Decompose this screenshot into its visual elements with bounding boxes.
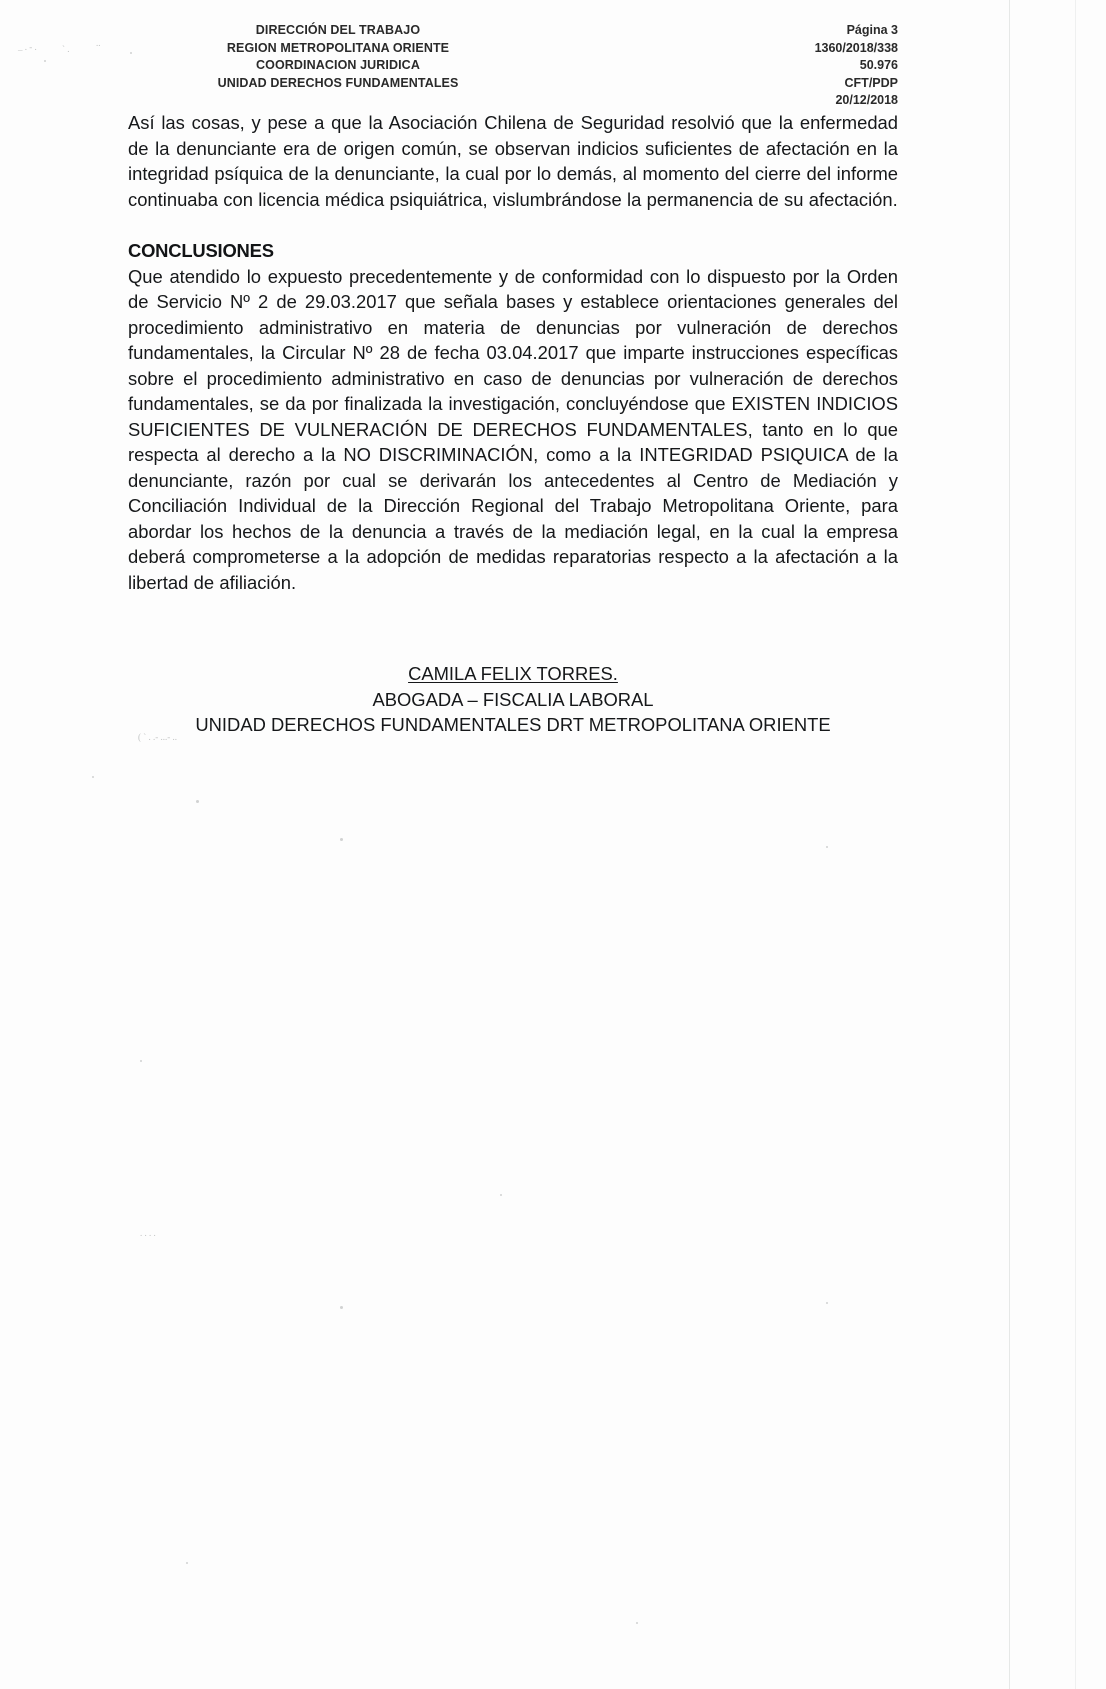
scan-artifact: [140, 1060, 142, 1062]
document-date: 20/12/2018: [835, 93, 898, 108]
scan-artifact: [92, 776, 94, 778]
document-reference-block: [658, 22, 898, 110]
paragraph-findings: Así las cosas, y pese a que la Asociación Chilena de Seguridad resolvió que la enfermedad de la denunciante era de origen común, se observan indicios suficientes de afectación en la integridad psíquica de la denunciante, la cual por lo demás, al momento del cierre del informe continuaba con licencia médica psiquiátrica, vislumbrándose la permanencia de su afectación.: [128, 112, 898, 210]
signatory-name: CAMILA FELIX TORRES.: [408, 663, 618, 684]
scan-artifact: . . . .: [140, 1228, 156, 1238]
scan-seam-line-secondary: [1075, 0, 1076, 1689]
scan-artifact: [186, 1562, 188, 1564]
scan-artifact: [44, 60, 46, 62]
document-content: [128, 0, 898, 738]
signature-block: [128, 661, 898, 738]
record-number: 50.976: [859, 58, 898, 73]
scan-artifact: [826, 1302, 828, 1304]
scan-artifact: [340, 1306, 343, 1309]
paragraph-conclusions: Que atendido lo expuesto precedentemente y de conformidad con lo dispuesto por la Orden de Servicio Nº 2 de 29.03.2017 que señala bases y establece orientaciones generales del procedimiento administrativo en materia de denuncias por vulneración de derechos fundamentales, la Circular Nº 28 de fecha 03.04.2017 que imparte instrucciones específicas sobre el procedimiento administrativo en caso de denuncias por vulneración de derechos fundamentales, se da por finalizada la investigación, concluyéndose que EXISTEN INDICIOS SUFICIENTES DE VULNERACIÓN DE DERECHOS FUNDAMENTALES, tanto en lo que respecta al derecho a la NO DISCRIMINACIÓN, como a la INTEGRIDAD PSIQUICA de la denunciante, razón por cual se derivarán los antecedentes al Centro de Mediación y Conciliación Individual de la Dirección Regional del Trabajo Metropolitana Oriente, para abordar los hechos de la denuncia a través de la mediación legal, en la cual la empresa deberá comprometerse a la adopción de medidas reparatorias respecto a la afectación a la libertad de afiliación.: [128, 265, 898, 593]
scan-artifact: [196, 800, 199, 803]
scan-artifact: [826, 846, 828, 848]
scan-seam-line: [1009, 0, 1010, 1689]
document-body: [128, 110, 898, 595]
issuing-office-block: [128, 22, 548, 92]
scan-artifact: _ . - .: [18, 42, 37, 52]
signatory-unit: UNIDAD DERECHOS FUNDAMENTALES DRT METROPOLITANA ORIENTE: [195, 714, 831, 735]
scan-artifact: ( ` . .- ...- ..: [138, 732, 177, 742]
header-org-line: COORDINACION JURIDICA: [256, 58, 420, 73]
page-number: Página 3: [846, 23, 898, 37]
initials-code: CFT/PDP: [844, 75, 898, 90]
header-org-line: UNIDAD DERECHOS FUNDAMENTALES: [217, 75, 459, 90]
signatory-role: ABOGADA – FISCALIA LABORAL: [372, 688, 654, 710]
scan-artifact: [340, 838, 343, 841]
document-header: [128, 0, 898, 108]
scan-artifact: [500, 1194, 502, 1196]
section-heading-conclusiones: CONCLUSIONES: [128, 240, 274, 261]
scan-artifact: ..: [96, 38, 101, 48]
scan-artifact: [636, 1622, 638, 1624]
header-org-line: DIRECCIÓN DEL TRABAJO: [255, 23, 421, 37]
file-number: 1360/2018/338: [814, 40, 898, 55]
header-org-line: REGION METROPOLITANA ORIENTE: [226, 40, 450, 55]
scan-artifact: ` .: [62, 44, 70, 54]
